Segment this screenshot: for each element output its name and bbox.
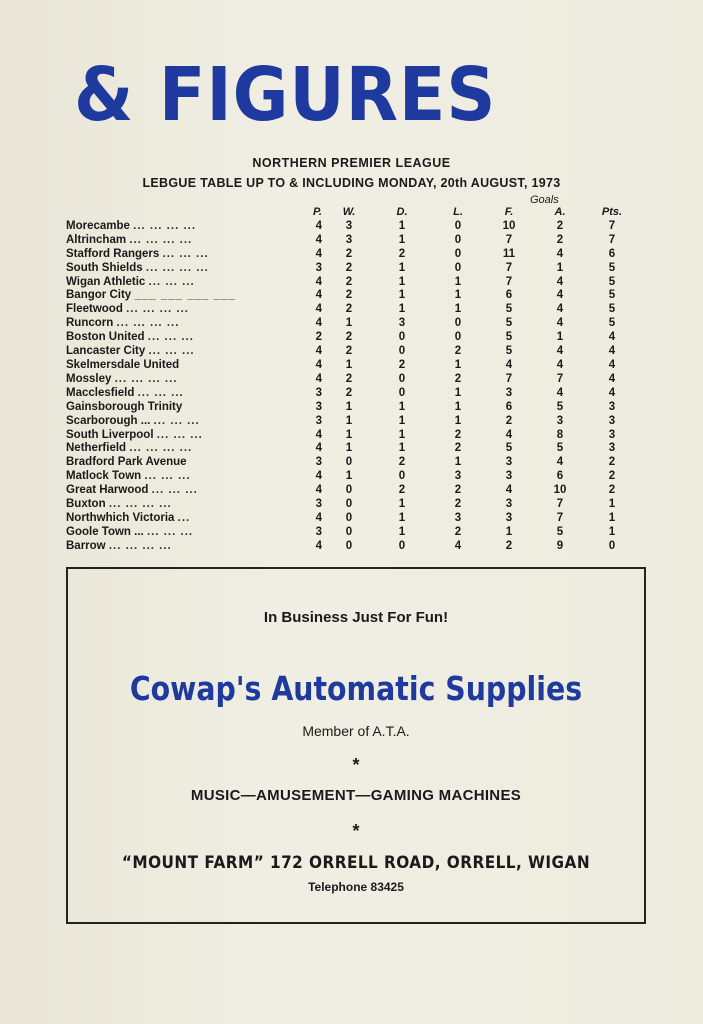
table-row [66, 345, 638, 359]
cell-goals-for: 2 [505, 539, 513, 552]
cell-goals-against: 9 [556, 539, 564, 552]
cell-drawn: 1 [398, 414, 406, 427]
cell-drawn: 0 [398, 386, 406, 399]
table-row [66, 512, 638, 526]
team-cell [66, 248, 246, 262]
cell-played: 4 [315, 289, 322, 302]
cell-points: 5 [608, 317, 616, 330]
cell-won: 1 [345, 400, 353, 413]
ad-membership: Member of A.T.A. [302, 723, 410, 739]
cell-goals-against: 3 [556, 414, 564, 427]
cell-played: 4 [315, 358, 322, 371]
leader-dots: ... ... ... ... [129, 442, 193, 455]
leader-dots: ... ... ... [146, 525, 194, 538]
cell-goals-against: 4 [556, 358, 564, 371]
table-row [66, 484, 638, 498]
cell-lost: 2 [454, 372, 462, 385]
cell-won: 2 [345, 303, 353, 316]
team-cell [66, 429, 246, 443]
cell-goals-for: 3 [505, 498, 513, 511]
cell-won: 0 [345, 539, 353, 552]
leader-dots: ... ... ... [148, 345, 195, 358]
cell-lost: 1 [454, 275, 462, 288]
team-name: South Shields [66, 261, 143, 274]
cell-points: 7 [608, 233, 616, 246]
cell-played: 4 [315, 470, 322, 483]
cell-played: 4 [315, 247, 322, 260]
cell-drawn: 0 [398, 470, 406, 483]
cell-points: 4 [608, 386, 616, 399]
headline: & FIGURES [74, 52, 497, 138]
cell-played: 3 [315, 400, 322, 413]
table-row [66, 470, 638, 484]
cell-goals-against: 4 [556, 317, 564, 330]
leader-dots: ... ... ... ... [133, 219, 197, 232]
cell-played: 4 [315, 317, 322, 330]
cell-won: 2 [345, 247, 353, 260]
league-table [66, 206, 638, 554]
cell-points: 5 [608, 289, 616, 302]
cell-goals-for: 7 [505, 261, 513, 274]
col-header-points: Pts. [601, 206, 623, 218]
cell-goals-against: 10 [553, 484, 567, 497]
team-cell [66, 470, 246, 484]
cell-lost: 2 [454, 525, 462, 538]
cell-goals-against: 4 [556, 386, 564, 399]
cell-lost: 2 [454, 484, 462, 497]
cell-goals-against: 5 [556, 442, 564, 455]
cell-drawn: 1 [398, 428, 406, 441]
team-name: Bangor City [66, 289, 132, 302]
leader-dots: ... ... ... [151, 484, 198, 497]
cell-points: 2 [608, 484, 616, 497]
table-row [66, 289, 638, 303]
team-cell [66, 540, 246, 554]
cell-played: 4 [315, 511, 322, 524]
cell-goals-against: 4 [556, 303, 564, 316]
cell-lost: 2 [454, 442, 462, 455]
table-row [66, 498, 638, 512]
cell-won: 1 [345, 317, 353, 330]
cell-goals-against: 1 [556, 261, 564, 274]
cell-played: 4 [315, 539, 322, 552]
cell-lost: 0 [454, 261, 462, 274]
table-row [66, 220, 638, 234]
cell-goals-against: 4 [556, 456, 564, 469]
cell-goals-for: 5 [505, 317, 513, 330]
table-subtitle: LEBGUE TABLE UP TO & INCLUDING MONDAY, 20th AUGUST, 1973 [142, 176, 561, 190]
cell-played: 4 [315, 233, 322, 246]
cell-goals-for: 7 [505, 372, 513, 385]
leader-dots: ... ... ... [148, 275, 195, 288]
cell-points: 3 [608, 442, 616, 455]
leader-dots: ... ... ... ... [108, 539, 172, 552]
cell-won: 3 [345, 219, 353, 232]
table-row [66, 526, 638, 540]
team-name: Scarborough ... [66, 414, 151, 427]
table-row [66, 359, 638, 373]
team-name: Macclesfield [66, 386, 135, 399]
ad-address: “MOUNT FARM” 172 ORRELL ROAD, ORRELL, WIGAN [121, 853, 591, 873]
table-row [66, 540, 638, 554]
league-title: NORTHERN PREMIER LEAGUE [252, 156, 451, 170]
table-row [66, 303, 638, 317]
cell-lost: 0 [454, 219, 462, 232]
leader-dots: ... ... ... [147, 331, 194, 344]
cell-drawn: 3 [398, 317, 406, 330]
cell-points: 5 [608, 303, 616, 316]
cell-lost: 2 [454, 345, 462, 358]
team-name: Goole Town ... [66, 525, 144, 538]
cell-played: 4 [315, 428, 322, 441]
leader-dots: ... ... ... ... [129, 233, 193, 246]
col-header-drawn: D. [396, 206, 408, 218]
table-row [66, 456, 638, 470]
cell-played: 3 [315, 525, 322, 538]
table-row [66, 429, 638, 443]
team-name: Matlock Town [66, 470, 142, 483]
cell-won: 1 [345, 428, 353, 441]
cell-points: 1 [608, 511, 616, 524]
cell-won: 2 [345, 275, 353, 288]
col-header-goals-for: F. [504, 206, 514, 218]
cell-drawn: 1 [398, 525, 406, 538]
leader-dots: ... ... ... ... [145, 261, 209, 274]
cell-won: 3 [345, 233, 353, 246]
team-cell [66, 373, 246, 387]
cell-played: 3 [315, 498, 322, 511]
leader-dots: ... ... ... ... [108, 498, 172, 511]
cell-goals-against: 4 [556, 345, 564, 358]
cell-goals-for: 5 [505, 345, 513, 358]
cell-drawn: 0 [398, 372, 406, 385]
team-name: Lancaster City [66, 345, 146, 358]
cell-goals-for: 6 [505, 289, 513, 302]
team-cell [66, 234, 246, 248]
table-row [66, 415, 638, 429]
league-table-body [66, 220, 638, 554]
cell-points: 4 [608, 345, 616, 358]
cell-won: 0 [345, 498, 353, 511]
cell-goals-against: 7 [556, 511, 564, 524]
col-header-lost: L. [453, 206, 463, 218]
cell-goals-for: 5 [505, 303, 513, 316]
table-row [66, 442, 638, 456]
table-row [66, 401, 638, 415]
cell-goals-for: 5 [505, 331, 513, 344]
cell-lost: 3 [454, 470, 462, 483]
ad-tagline: In Business Just For Fun! [263, 609, 449, 626]
cell-points: 4 [608, 331, 616, 344]
cell-drawn: 1 [398, 511, 406, 524]
cell-drawn: 0 [398, 539, 406, 552]
cell-lost: 0 [454, 317, 462, 330]
cell-played: 4 [315, 442, 322, 455]
team-name: Northwhich Victoria [66, 511, 175, 524]
cell-goals-against: 2 [556, 233, 564, 246]
team-cell [66, 331, 246, 345]
cell-lost: 1 [454, 386, 462, 399]
cell-won: 0 [345, 456, 353, 469]
cell-won: 0 [345, 511, 353, 524]
cell-played: 3 [315, 414, 322, 427]
cell-played: 4 [315, 345, 322, 358]
cell-won: 1 [345, 414, 353, 427]
cell-lost: 3 [454, 511, 462, 524]
cell-drawn: 1 [398, 442, 406, 455]
cell-goals-for: 10 [502, 219, 516, 232]
team-cell [66, 262, 246, 276]
cell-lost: 1 [454, 358, 462, 371]
cell-points: 0 [608, 539, 616, 552]
table-row [66, 373, 638, 387]
goals-label: Goals [530, 194, 559, 206]
cell-goals-against: 7 [556, 372, 564, 385]
cell-goals-for: 3 [505, 456, 513, 469]
team-cell [66, 498, 246, 512]
cell-won: 0 [345, 484, 353, 497]
cell-played: 4 [315, 303, 322, 316]
cell-drawn: 2 [398, 247, 406, 260]
cell-drawn: 1 [398, 303, 406, 316]
team-cell [66, 415, 246, 429]
cell-points: 1 [608, 498, 616, 511]
team-cell [66, 359, 246, 373]
cell-played: 3 [315, 261, 322, 274]
cell-points: 3 [608, 414, 616, 427]
cell-lost: 1 [454, 400, 462, 413]
leader-dots: ... ... ... [137, 386, 184, 399]
table-header-row [66, 206, 638, 220]
col-header-played: P. [313, 206, 322, 218]
leader-dots: ... [177, 511, 191, 524]
cell-drawn: 1 [398, 233, 406, 246]
cell-won: 2 [345, 289, 353, 302]
cell-points: 4 [608, 372, 616, 385]
team-cell [66, 289, 246, 303]
team-name: Buxton [66, 498, 106, 511]
cell-played: 2 [315, 331, 322, 344]
cell-drawn: 1 [398, 289, 406, 302]
cell-points: 5 [608, 275, 616, 288]
cell-points: 5 [608, 261, 616, 274]
team-name: Barrow [66, 539, 106, 552]
ad-telephone: Telephone 83425 [308, 880, 404, 894]
team-cell [66, 303, 246, 317]
advertisement [66, 567, 646, 924]
table-row [66, 387, 638, 401]
team-name: Morecambe [66, 219, 130, 232]
cell-played: 4 [315, 372, 322, 385]
team-cell [66, 442, 246, 456]
team-name: Skelmersdale United [66, 358, 180, 371]
leader-dots: ... ... ... [153, 414, 200, 427]
cell-goals-for: 4 [505, 358, 513, 371]
team-cell [66, 220, 246, 234]
table-row [66, 331, 638, 345]
team-cell [66, 387, 246, 401]
cell-won: 1 [345, 442, 353, 455]
team-column-header [66, 206, 246, 220]
team-cell [66, 526, 246, 540]
cell-won: 2 [345, 331, 353, 344]
cell-drawn: 0 [398, 345, 406, 358]
cell-lost: 2 [454, 498, 462, 511]
cell-drawn: 1 [398, 275, 406, 288]
cell-points: 2 [608, 470, 616, 483]
ad-star-separator: * [352, 755, 360, 775]
cell-goals-against: 4 [556, 275, 564, 288]
cell-drawn: 2 [398, 484, 406, 497]
team-cell [66, 484, 246, 498]
cell-goals-against: 2 [556, 219, 564, 232]
cell-goals-against: 7 [556, 498, 564, 511]
cell-goals-against: 8 [556, 428, 564, 441]
cell-lost: 0 [454, 247, 462, 260]
team-name: Bradford Park Avenue [66, 456, 187, 469]
cell-drawn: 1 [398, 219, 406, 232]
cell-goals-for: 5 [505, 442, 513, 455]
table-row [66, 262, 638, 276]
leader-dots: ___ ___ ___ ___ [134, 289, 236, 302]
leader-dots: ... ... ... ... [114, 372, 178, 385]
team-name: Gainsborough Trinity [66, 400, 183, 413]
cell-goals-for: 3 [505, 470, 513, 483]
ad-star-separator: * [352, 821, 360, 841]
cell-lost: 1 [454, 289, 462, 302]
col-header-won: W. [342, 206, 356, 218]
cell-goals-against: 1 [556, 331, 564, 344]
cell-goals-against: 5 [556, 525, 564, 538]
cell-points: 7 [608, 219, 616, 232]
cell-goals-for: 3 [505, 511, 513, 524]
col-header-goals-against: A. [554, 206, 566, 218]
cell-goals-against: 6 [556, 470, 564, 483]
leader-dots: ... ... ... ... [126, 303, 190, 316]
team-name: Stafford Rangers [66, 247, 160, 260]
cell-goals-for: 4 [505, 484, 513, 497]
cell-won: 0 [345, 525, 353, 538]
team-name: Mossley [66, 372, 112, 385]
ad-company-name: Cowap's Automatic Supplies [129, 669, 583, 708]
leader-dots: ... ... ... [156, 428, 203, 441]
cell-lost: 4 [454, 539, 462, 552]
cell-drawn: 2 [398, 456, 406, 469]
table-row [66, 234, 638, 248]
cell-won: 1 [345, 358, 353, 371]
cell-points: 1 [608, 525, 616, 538]
team-name: South Liverpool [66, 428, 154, 441]
cell-drawn: 1 [398, 400, 406, 413]
cell-lost: 0 [454, 233, 462, 246]
cell-goals-for: 1 [505, 525, 513, 538]
table-row [66, 248, 638, 262]
cell-played: 3 [315, 456, 322, 469]
cell-goals-against: 4 [556, 247, 564, 260]
team-name: Fleetwood [66, 303, 123, 316]
leader-dots: ... ... ... [144, 470, 191, 483]
cell-drawn: 0 [398, 331, 406, 344]
cell-lost: 1 [454, 303, 462, 316]
cell-won: 1 [345, 470, 353, 483]
table-row [66, 317, 638, 331]
team-cell [66, 276, 246, 290]
cell-lost: 1 [454, 456, 462, 469]
cell-won: 2 [345, 372, 353, 385]
team-name: Boston United [66, 331, 145, 344]
ad-machines: MUSIC—AMUSEMENT—GAMING MACHINES [190, 787, 522, 804]
cell-played: 4 [315, 484, 322, 497]
team-name: Runcorn [66, 317, 114, 330]
team-cell [66, 512, 246, 526]
cell-points: 3 [608, 428, 616, 441]
cell-points: 4 [608, 358, 616, 371]
cell-goals-against: 4 [556, 289, 564, 302]
cell-lost: 0 [454, 331, 462, 344]
cell-goals-for: 11 [502, 247, 516, 260]
cell-drawn: 1 [398, 261, 406, 274]
cell-won: 2 [345, 345, 353, 358]
cell-lost: 1 [454, 414, 462, 427]
cell-goals-for: 7 [505, 233, 513, 246]
team-cell [66, 401, 246, 415]
cell-won: 2 [345, 261, 353, 274]
cell-goals-for: 4 [505, 428, 513, 441]
table-row [66, 276, 638, 290]
leader-dots: ... ... ... [162, 247, 209, 260]
team-name: Altrincham [66, 233, 127, 246]
cell-goals-for: 6 [505, 400, 513, 413]
team-cell [66, 345, 246, 359]
cell-played: 4 [315, 219, 322, 232]
cell-drawn: 1 [398, 498, 406, 511]
cell-played: 4 [315, 275, 322, 288]
team-name: Netherfield [66, 442, 127, 455]
team-name: Wigan Athletic [66, 275, 146, 288]
cell-goals-for: 2 [505, 414, 513, 427]
cell-goals-for: 7 [505, 275, 513, 288]
cell-won: 2 [345, 386, 353, 399]
team-name: Great Harwood [66, 484, 149, 497]
cell-goals-for: 3 [505, 386, 513, 399]
cell-goals-against: 5 [556, 400, 564, 413]
cell-points: 2 [608, 456, 616, 469]
team-cell [66, 317, 246, 331]
team-cell [66, 456, 246, 470]
cell-points: 3 [608, 400, 616, 413]
leader-dots: ... ... ... ... [116, 317, 180, 330]
cell-points: 6 [608, 247, 616, 260]
cell-played: 3 [315, 386, 322, 399]
cell-lost: 2 [454, 428, 462, 441]
cell-drawn: 2 [398, 358, 406, 371]
